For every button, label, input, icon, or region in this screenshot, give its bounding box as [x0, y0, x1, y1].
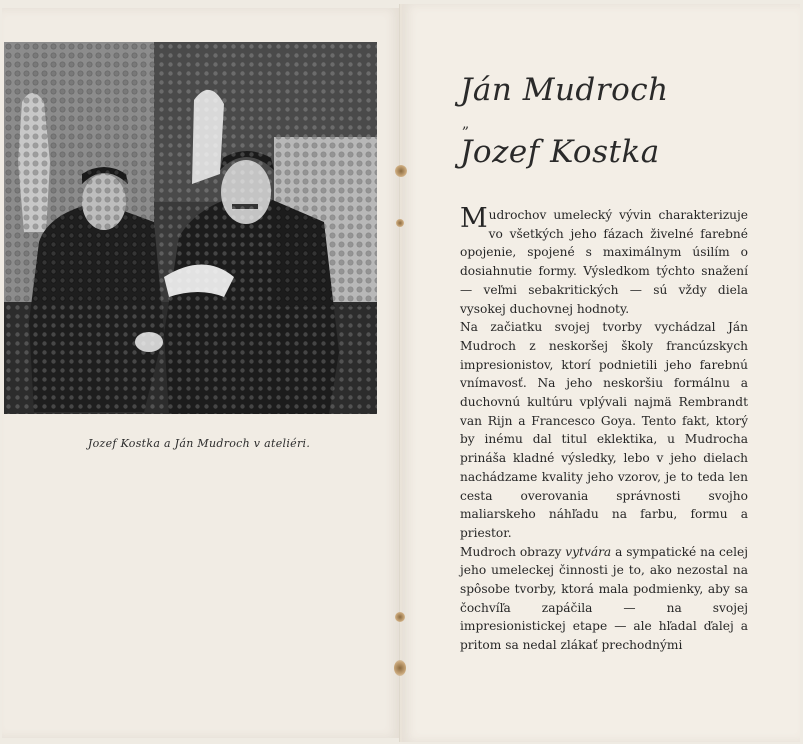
photo-caption: Jozef Kostka a Ján Mudroch v ateliéri.	[87, 437, 311, 450]
paragraph-1	[460, 203, 748, 318]
paragraph-2: Na začiatku svojej tvorby vychádzal Ján Mudroch z neskoršej školy francúzskych impresionistov, ktorí podnietili jeho farebnú vnímavosť. Na jeho neskoršiu formálnu a duchovnú kultúru vplývali najmä Rembrandt van Rijn a Francesco Goya. Tento fakt, ktorý by inému dal titul eklektika, u Mudrocha prináša kladné výsledky, lebo v jeho dielach nachádzame kvality jeho vzorov, je to teda len cesta overovania správnosti svojho maliarskeho náhľadu na farbu, formu a priestor.	[460, 320, 748, 540]
binding-hole-3	[395, 612, 405, 622]
title-line-2: Jozef Kostka	[460, 134, 660, 170]
title-line-1: Ján Mudroch	[460, 72, 669, 108]
binding-hole-1	[395, 165, 407, 177]
drop-cap: M	[460, 203, 488, 234]
paragraph-1-text: udrochov umelecký vývin charakterizuje vo všetkých jeho fázach živelné farebné opojenie, spojené s maximálnym úsilím o dosiahnutie formy. Výsledkom týchto snažení — veľmi sebakritických — sú vždy diela vysokej duchovnej hodnoty.	[460, 208, 748, 316]
paragraph-3-start: Mudroch obrazy	[460, 544, 566, 559]
title-separator: „	[462, 116, 470, 132]
paragraph-3	[460, 543, 748, 655]
artists-photograph	[4, 42, 377, 414]
paragraph-3-emphasis: vytvára	[565, 544, 612, 559]
photograph-image	[4, 42, 377, 414]
paragraph-3-rest: a sympatické na celej jeho umeleckej činnosti je to, ako nezostal na spôsobe tvorby, ktorá mala podmienky, aby sa čochvíľa zapáčila — na svojej impresionistickej etape — ale hľadal ďalej a pritom sa nedal zlákať prechodnými	[460, 544, 748, 653]
article-body	[460, 203, 748, 655]
binding-hole-2	[396, 219, 404, 227]
binding-hole-4	[394, 660, 406, 676]
